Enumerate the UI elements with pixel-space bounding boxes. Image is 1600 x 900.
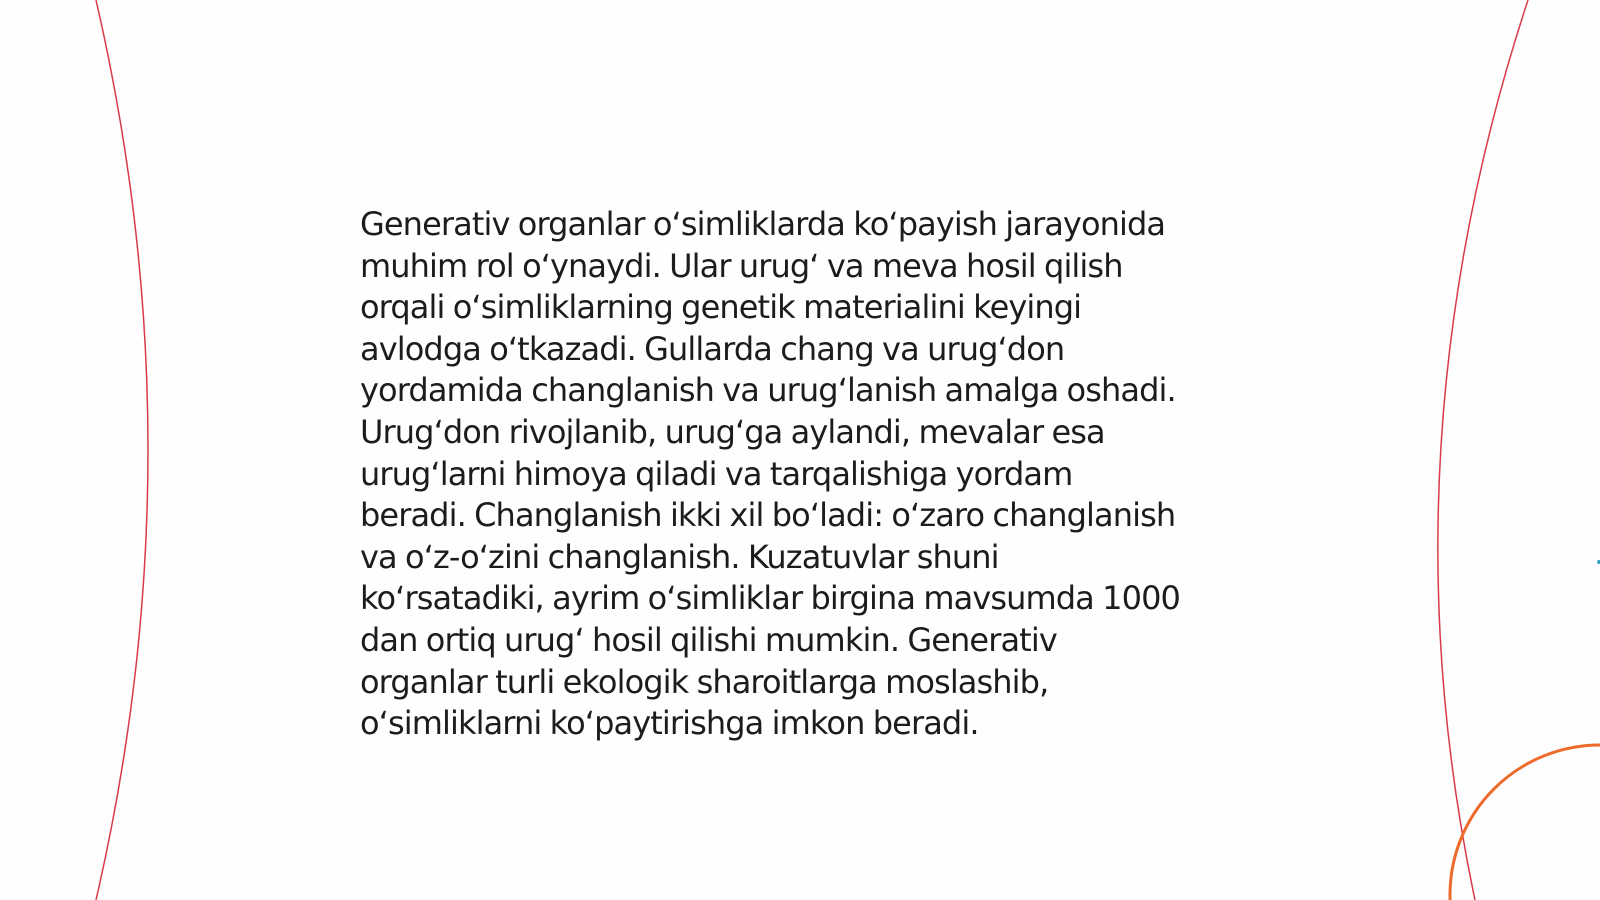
accent-circle — [1450, 745, 1600, 900]
right-curve-line — [1438, 0, 1528, 900]
left-curve-line — [96, 0, 148, 900]
body-text: Generativ organlar o‘simliklarda ko‘payish jarayonida muhim rol o‘ynaydi. Ular urug‘ va meva hosil qilish orqali o‘simliklarning genetik materialini keyingi avlodga o‘tkazadi. Gullarda chang va urug‘don yordamida changlanish va urug‘lanish amalga oshadi. Urug‘don rivojlanib, urug‘ga aylandi, mevalar esa urug‘larni himoya qiladi va tarqalishiga yordam beradi. Changlanish ikki xil bo‘ladi: o‘zaro changlanish va o‘z-o‘zini changlanish. Kuzatuvlar shuni ko‘rsatadiki, ayrim o‘simliklar birgina mavsumda 1000 dan ortiq urug‘ hosil qilishi mumkin. Generativ organlar turli ekologik sharoitlarga moslashib, o‘simliklarni ko‘paytirishga imkon beradi. — [360, 205, 1181, 743]
